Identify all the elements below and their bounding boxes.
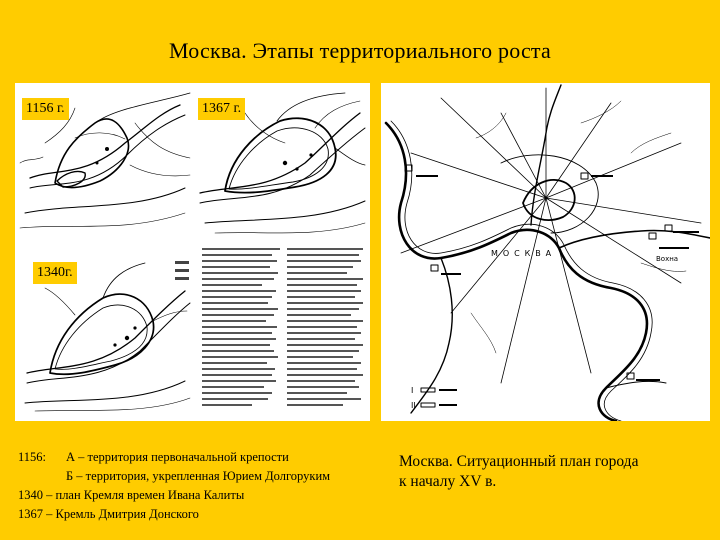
caption-territory-a: А – территория первоначальной крепости [66,450,289,464]
caption-territory-b: Б – территория, укрепленная Юрием Долгоруким [66,469,331,483]
left-caption [18,448,388,524]
river-label-moskva: М О С К В А [491,249,553,258]
right-caption [399,452,699,492]
map-label-1367: 1367 г. [198,98,245,120]
slide-title: Москва. Этапы территориального роста [169,38,551,63]
kremlin-plans-drawing [15,83,370,421]
right-caption-line-2: к началу XV в. [399,473,497,490]
moscow-situation-map [381,83,710,421]
caption-year-1156: 1156: [18,450,47,464]
book-text-columns [175,261,189,280]
moskva-river [386,123,647,421]
river-label-vokhna: Вохна [656,255,679,263]
caption-line-1156 [18,448,388,467]
map-label-1156: 1156 г. [22,98,69,120]
moscow-situation-drawing [381,83,710,421]
caption-line-b [18,467,388,486]
caption-line-1367: 1367 – Кремль Дмитрия Донского [18,507,199,521]
map-1340 [25,263,190,411]
right-caption-line-1: Москва. Ситуационный план города [399,453,639,470]
kremlin-plans-panel [15,83,370,421]
legend-mark-1: I [411,386,414,395]
caption-line-1340: 1340 – план Кремля времен Ивана Калиты [18,488,245,502]
map-label-1340: 1340г. [33,262,77,284]
legend-mark-2: II [411,401,416,410]
